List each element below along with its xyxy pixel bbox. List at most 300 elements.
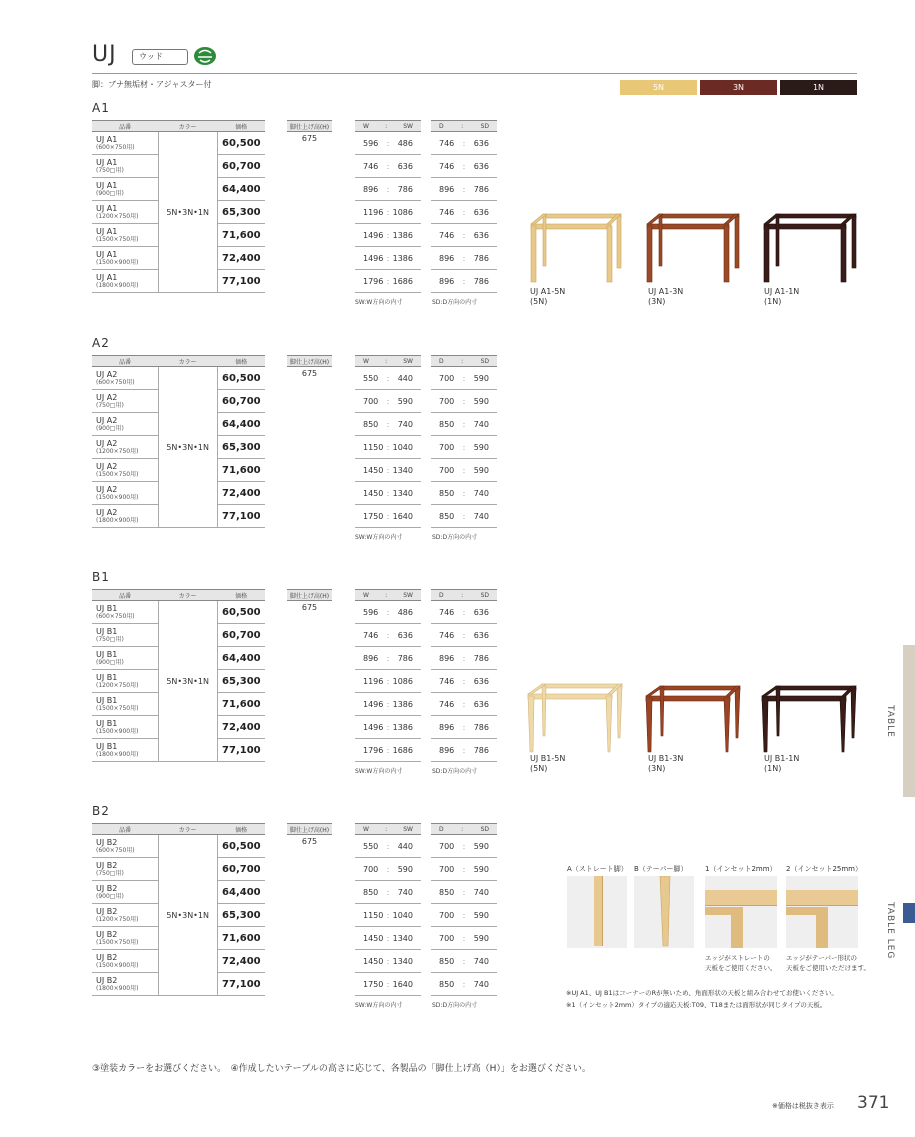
model-cell: [92, 881, 158, 904]
model-size: (1200×750用): [96, 915, 139, 923]
model-size: (750□用): [96, 401, 124, 409]
price-cell: 77,100: [217, 505, 265, 528]
col-header-height: 脚仕上げ高(H): [287, 356, 332, 367]
model-size: (1800×900用): [96, 516, 139, 524]
column-gap: [421, 973, 431, 996]
sw-value: 1340: [392, 956, 413, 966]
model-number: UJ A1: [96, 226, 118, 236]
colon: :: [462, 488, 466, 498]
detail-label-2: 2（インセット25mm）: [786, 865, 862, 873]
header-d: D: [439, 591, 444, 599]
d-sd-cell: [431, 835, 497, 858]
colon: :: [462, 933, 466, 943]
model-size: (1500×750用): [96, 235, 139, 243]
table-row: [355, 647, 497, 670]
col-header-model: 品番: [92, 590, 158, 601]
model-cell: [92, 459, 158, 482]
w-sw-cell: [355, 436, 421, 459]
model-size: (750□用): [96, 166, 124, 174]
price-cell: 64,400: [217, 178, 265, 201]
sw-value: 1386: [392, 722, 413, 732]
sw-value: 1386: [392, 699, 413, 709]
d-sd-cell: [431, 155, 497, 178]
column-gap: [421, 590, 431, 601]
price-cell: 65,300: [217, 436, 265, 459]
sd-value: 740: [473, 511, 489, 521]
detail-image-inset-2mm: [705, 876, 777, 948]
table-row: [355, 505, 497, 528]
w-sw-cell: [355, 716, 421, 739]
model-number: UJ B1: [96, 626, 118, 636]
model-cell: [92, 201, 158, 224]
colon: :: [386, 161, 390, 171]
height-value: 675: [301, 134, 318, 143]
height-table: [287, 355, 332, 378]
model-size: (1500×900用): [96, 727, 139, 735]
col-header-d-sd: [431, 356, 497, 367]
w-sw-cell: [355, 178, 421, 201]
table-row: [92, 367, 265, 390]
sd-value: 636: [473, 161, 489, 171]
model-number: UJ A1: [96, 272, 118, 282]
table-leg-b1-3n-image: [642, 684, 746, 754]
colon: :: [386, 253, 390, 263]
side-tab-table-leg: [903, 903, 915, 923]
table-row: [355, 201, 497, 224]
sw-value: 740: [397, 419, 413, 429]
sd-value: 786: [473, 276, 489, 286]
color-chip-1n: 1N: [780, 80, 857, 95]
sd-value: 590: [473, 465, 489, 475]
sw-value: 590: [397, 864, 413, 874]
d-sd-cell: [431, 670, 497, 693]
model-size: (1500×750用): [96, 938, 139, 946]
colon: :: [386, 745, 390, 755]
side-tab-table: [903, 645, 915, 797]
price-cell: 72,400: [217, 950, 265, 973]
model-cell: [92, 624, 158, 647]
table-row: [355, 624, 497, 647]
model-cell: [92, 693, 158, 716]
model-size: (750□用): [96, 635, 124, 643]
product-color: (3N): [648, 764, 666, 773]
header-sw: SW: [403, 825, 413, 833]
height-value: 675: [301, 837, 318, 846]
header-sw: SW: [403, 357, 413, 365]
colon: :: [462, 419, 466, 429]
w-value: 1796: [363, 745, 384, 755]
model-number: UJ B2: [96, 929, 118, 939]
product-caption-b1-3n: [648, 754, 683, 774]
col-header-w-sw: [355, 590, 421, 601]
detail-label-b: B（テーパー脚）: [634, 865, 688, 873]
colon: :: [386, 511, 390, 521]
col-header-color: カラー: [158, 121, 217, 132]
table-row: [355, 693, 497, 716]
d-value: 896: [439, 745, 455, 755]
w-value: 850: [363, 419, 379, 429]
sd-value: 590: [473, 442, 489, 452]
d-value: 700: [439, 841, 455, 851]
price-table: [92, 120, 265, 293]
column-gap: [421, 693, 431, 716]
price-table: [92, 823, 265, 996]
price-cell: 65,300: [217, 201, 265, 224]
price-cell: 77,100: [217, 270, 265, 293]
sw-value: 740: [397, 887, 413, 897]
d-value: 746: [439, 138, 455, 148]
model-cell: [92, 155, 158, 178]
colon: :: [462, 138, 466, 148]
d-sd-cell: [431, 367, 497, 390]
model-cell: [92, 270, 158, 293]
d-sd-cell: [431, 624, 497, 647]
model-number: UJ B1: [96, 672, 118, 682]
inset-25mm-note: [786, 953, 870, 973]
table-row: [355, 178, 497, 201]
d-sd-cell: [431, 973, 497, 996]
model-cell: [92, 927, 158, 950]
d-value: 700: [439, 933, 455, 943]
note-line: エッジがストレートの: [705, 954, 770, 962]
height-value: 675: [301, 603, 318, 612]
model-number: UJ A1: [96, 249, 118, 259]
colon: :: [386, 607, 390, 617]
w-value: 596: [363, 138, 379, 148]
sd-value: 590: [473, 841, 489, 851]
price-table: [92, 589, 265, 762]
w-sw-cell: [355, 132, 421, 155]
col-header-height: 脚仕上げ高(H): [287, 824, 332, 835]
table-leg-a1-1n-image: [760, 212, 860, 284]
model-cell: [92, 247, 158, 270]
price-cell: 72,400: [217, 716, 265, 739]
model-number: UJ B1: [96, 718, 118, 728]
w-sw-cell: [355, 693, 421, 716]
sd-value: 590: [473, 910, 489, 920]
column-gap: [421, 670, 431, 693]
model-number: UJ A2: [96, 392, 118, 402]
w-value: 550: [363, 841, 379, 851]
colon: :: [462, 511, 466, 521]
price-table: [92, 355, 265, 528]
colon: :: [386, 396, 390, 406]
detail-image-tapered-leg: [634, 876, 694, 948]
table-row: [355, 716, 497, 739]
section-title: B1: [92, 570, 110, 584]
model-number: UJ B2: [96, 975, 118, 985]
model-cell: [92, 601, 158, 624]
w-value: 1750: [363, 979, 384, 989]
green-mark-icon: [193, 45, 217, 67]
w-sw-cell: [355, 647, 421, 670]
product-color: (3N): [648, 297, 666, 306]
sw-value: 1686: [392, 276, 413, 286]
table-row: [355, 247, 497, 270]
sw-note: SW:W方向の内寸: [355, 299, 403, 306]
tax-note: ※価格は税抜き表示: [772, 1102, 834, 1110]
sw-note: SW:W方向の内寸: [355, 1002, 403, 1009]
d-sd-cell: [431, 270, 497, 293]
w-sw-cell: [355, 413, 421, 436]
model-size: (750□用): [96, 869, 124, 877]
w-sw-cell: [355, 927, 421, 950]
d-value: 700: [439, 442, 455, 452]
w-value: 1150: [363, 442, 384, 452]
colon: :: [462, 630, 466, 640]
table-row: [355, 670, 497, 693]
section-title: A2: [92, 336, 110, 350]
col-header-height: 脚仕上げ高(H): [287, 590, 332, 601]
column-gap: [421, 390, 431, 413]
table-row: [355, 132, 497, 155]
w-value: 596: [363, 607, 379, 617]
table-row: [355, 904, 497, 927]
header-d: D: [439, 357, 444, 365]
column-gap: [421, 155, 431, 178]
sd-note: SD:D方向の内寸: [432, 1002, 478, 1009]
column-gap: [421, 436, 431, 459]
note-line: エッジがテーパー形状の: [786, 954, 858, 962]
sd-value: 636: [473, 230, 489, 240]
price-cell: 71,600: [217, 693, 265, 716]
header-colon: :: [385, 357, 388, 365]
col-header-model: 品番: [92, 824, 158, 835]
column-gap: [421, 413, 431, 436]
w-value: 1496: [363, 722, 384, 732]
d-value: 896: [439, 653, 455, 663]
sd-value: 636: [473, 676, 489, 686]
header-colon: :: [461, 357, 464, 365]
col-header-price: 価格: [217, 121, 265, 132]
column-gap: [421, 505, 431, 528]
col-header-color: カラー: [158, 590, 217, 601]
material-badge: ウッド: [132, 49, 188, 65]
colon: :: [386, 230, 390, 240]
color-cell: 5N•3N•1N: [158, 132, 217, 293]
model-size: (1200×750用): [96, 447, 139, 455]
price-cell: 60,700: [217, 390, 265, 413]
sw-value: 1386: [392, 230, 413, 240]
w-value: 896: [363, 184, 379, 194]
w-value: 1750: [363, 511, 384, 521]
header-w: W: [363, 825, 369, 833]
table-row: [355, 390, 497, 413]
w-value: 1196: [363, 207, 384, 217]
d-sd-cell: [431, 716, 497, 739]
colon: :: [462, 442, 466, 452]
model-number: UJ A1: [96, 157, 118, 167]
d-sd-cell: [431, 178, 497, 201]
model-size: (1500×900用): [96, 258, 139, 266]
model-cell: [92, 904, 158, 927]
price-cell: 72,400: [217, 247, 265, 270]
page-title: UJ: [92, 42, 117, 67]
sw-value: 1086: [392, 207, 413, 217]
col-header-w-sw: [355, 356, 421, 367]
d-value: 746: [439, 161, 455, 171]
price-cell: 64,400: [217, 413, 265, 436]
model-number: UJ B1: [96, 695, 118, 705]
w-value: 700: [363, 864, 379, 874]
column-gap: [421, 647, 431, 670]
sw-value: 1640: [392, 511, 413, 521]
column-gap: [421, 824, 431, 835]
d-sd-cell: [431, 482, 497, 505]
colon: :: [462, 887, 466, 897]
colon: :: [462, 910, 466, 920]
table-row: [355, 459, 497, 482]
footer-instruction: ③塗装カラーをお選びください。 ④作成したいテーブルの高さに応じて、各製品の「脚仕上げ高（H）」をお選びください。: [92, 1064, 591, 1074]
sd-value: 786: [473, 745, 489, 755]
model-number: UJ B1: [96, 649, 118, 659]
sd-value: 590: [473, 864, 489, 874]
w-value: 1496: [363, 253, 384, 263]
col-header-w-sw: [355, 824, 421, 835]
model-number: UJ A2: [96, 461, 118, 471]
model-cell: [92, 670, 158, 693]
w-sw-cell: [355, 950, 421, 973]
column-gap: [421, 201, 431, 224]
sw-value: 1640: [392, 979, 413, 989]
d-sd-cell: [431, 413, 497, 436]
sw-value: 1040: [392, 910, 413, 920]
colon: :: [386, 442, 390, 452]
sd-note: SD:D方向の内寸: [432, 299, 478, 306]
sw-note: SW:W方向の内寸: [355, 768, 403, 775]
leg-material-note: 脚：ブナ無垢材・アジャスター付: [92, 80, 212, 89]
w-value: 1796: [363, 276, 384, 286]
colon: :: [386, 419, 390, 429]
colon: :: [386, 979, 390, 989]
sw-value: 1040: [392, 442, 413, 452]
colon: :: [462, 979, 466, 989]
w-sw-cell: [355, 224, 421, 247]
table-row: [355, 927, 497, 950]
d-value: 746: [439, 676, 455, 686]
col-header-model: 品番: [92, 121, 158, 132]
model-cell: [92, 436, 158, 459]
model-cell: [92, 739, 158, 762]
price-cell: 77,100: [217, 739, 265, 762]
colon: :: [462, 161, 466, 171]
model-size: (900□用): [96, 424, 124, 432]
d-value: 896: [439, 253, 455, 263]
column-gap: [421, 858, 431, 881]
w-sw-cell: [355, 270, 421, 293]
w-value: 746: [363, 161, 379, 171]
table-row: [355, 224, 497, 247]
w-sw-cell: [355, 390, 421, 413]
table-row: [355, 950, 497, 973]
model-size: (1500×900用): [96, 493, 139, 501]
product-name: UJ B1-1N: [764, 754, 800, 763]
table-row: [92, 132, 265, 155]
w-value: 1450: [363, 933, 384, 943]
colon: :: [386, 887, 390, 897]
header-d: D: [439, 122, 444, 130]
detail-label-a: A（ストレート脚）: [567, 865, 628, 873]
model-number: UJ A2: [96, 484, 118, 494]
w-sw-cell: [355, 247, 421, 270]
product-image-b1-1n: [758, 684, 862, 758]
model-number: UJ B2: [96, 883, 118, 893]
d-sd-cell: [431, 459, 497, 482]
column-gap: [421, 121, 431, 132]
sd-value: 636: [473, 607, 489, 617]
model-size: (600×750用): [96, 612, 135, 620]
w-sw-cell: [355, 482, 421, 505]
header-colon: :: [385, 122, 388, 130]
colon: :: [386, 676, 390, 686]
w-value: 1450: [363, 488, 384, 498]
table-leg-b1-5n-image: [522, 682, 626, 754]
d-value: 896: [439, 184, 455, 194]
model-cell: [92, 178, 158, 201]
height-table: [287, 823, 332, 846]
model-size: (900□用): [96, 892, 124, 900]
model-size: (1500×750用): [96, 704, 139, 712]
height-table: [287, 589, 332, 612]
header-sw: SW: [403, 591, 413, 599]
d-value: 746: [439, 230, 455, 240]
table-row: [355, 858, 497, 881]
header-colon: :: [461, 825, 464, 833]
column-gap: [421, 356, 431, 367]
colon: :: [462, 396, 466, 406]
color-chip-3n: 3N: [700, 80, 777, 95]
d-sd-cell: [431, 132, 497, 155]
colon: :: [386, 910, 390, 920]
d-value: 700: [439, 396, 455, 406]
model-number: UJ B2: [96, 860, 118, 870]
w-value: 700: [363, 396, 379, 406]
price-cell: 65,300: [217, 670, 265, 693]
column-gap: [421, 927, 431, 950]
model-number: UJ B2: [96, 837, 118, 847]
sd-value: 590: [473, 396, 489, 406]
w-sw-cell: [355, 835, 421, 858]
sd-note: SD:D方向の内寸: [432, 768, 478, 775]
col-header-price: 価格: [217, 824, 265, 835]
colon: :: [462, 276, 466, 286]
column-gap: [421, 224, 431, 247]
sw-value: 1386: [392, 253, 413, 263]
table-leg-a1-3n-image: [643, 212, 743, 284]
model-size: (900□用): [96, 658, 124, 666]
colon: :: [386, 488, 390, 498]
detail-image-straight-leg: [567, 876, 627, 948]
model-cell: [92, 716, 158, 739]
model-cell: [92, 413, 158, 436]
color-chip-5n: 5N: [620, 80, 697, 95]
w-sw-cell: [355, 505, 421, 528]
d-sd-cell: [431, 436, 497, 459]
colon: :: [386, 630, 390, 640]
page-number: 371: [857, 1093, 890, 1113]
model-cell: [92, 950, 158, 973]
model-cell: [92, 973, 158, 996]
sd-value: 590: [473, 933, 489, 943]
color-cell: 5N•3N•1N: [158, 601, 217, 762]
model-size: (1500×750用): [96, 470, 139, 478]
price-cell: 60,700: [217, 858, 265, 881]
height-value: 675: [301, 369, 318, 378]
dimension-table: [355, 823, 497, 996]
w-value: 1496: [363, 230, 384, 240]
colon: :: [386, 207, 390, 217]
d-sd-cell: [431, 601, 497, 624]
